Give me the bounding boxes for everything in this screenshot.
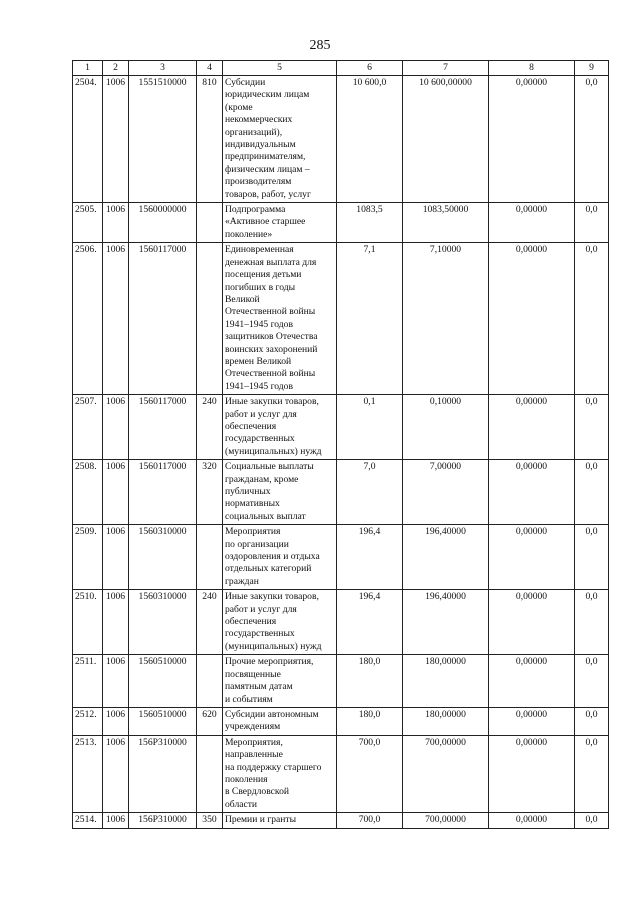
item-name-line: в Свердловской [225,786,290,798]
item-name-line: юридическим лицам [225,89,310,101]
item-name-line: (муниципальных) нужд [225,640,322,652]
item-name-line: нормативных [225,498,280,510]
section-code: 1006 [103,813,129,828]
item-name-line: Социальные выплаты [225,461,314,473]
amount-col-7: 7,00000 [403,460,489,525]
item-name-line: Прочие мероприятия, [225,656,314,668]
expense-type-code [197,655,223,708]
amount-col-9: 0,0 [575,525,609,590]
item-name-line: работ и услуг для [225,408,297,420]
target-code: 156P310000 [129,735,197,812]
amount-col-6: 180,0 [337,655,403,708]
item-name-line: Иные закупки товаров, [225,591,319,603]
item-name-line: государственных [225,628,295,640]
table-row [73,203,609,243]
item-name-line: публичных [225,486,271,497]
amount-col-7: 10 600,00000 [403,76,489,203]
amount-col-9: 0,0 [575,76,609,203]
amount-col-9: 0,0 [575,707,609,735]
amount-col-8: 0,00000 [489,525,575,590]
item-name-line: товаров, работ, услуг [225,188,311,200]
item-name [223,243,337,395]
table-row [73,395,609,460]
target-code: 1560310000 [129,590,197,655]
amount-col-7: 0,10000 [403,395,489,460]
row-number: 2508. [73,460,103,525]
amount-col-9: 0,0 [575,813,609,828]
section-code: 1006 [103,590,129,655]
amount-col-7: 180,00000 [403,655,489,708]
amount-col-8: 0,00000 [489,707,575,735]
table-body [73,76,609,829]
amount-col-7: 196,40000 [403,525,489,590]
item-name-line: Подпрограмма [225,204,286,216]
section-code: 1006 [103,243,129,395]
amount-col-9: 0,0 [575,735,609,812]
expense-type-code: 240 [197,590,223,655]
amount-col-7: 700,00000 [403,813,489,828]
item-name-line: обеспечения [225,616,277,628]
item-name-line: посещения детьми [225,269,302,281]
item-name-line: физическим лицам – [225,163,310,175]
item-name-line: и событиям [225,693,273,705]
column-header-5: 5 [223,61,337,76]
amount-col-9: 0,0 [575,395,609,460]
table-row [73,590,609,655]
target-code: 1560510000 [129,707,197,735]
amount-col-8: 0,00000 [489,76,575,203]
item-name-line: государственных [225,433,295,445]
page-number: 285 [309,38,331,53]
budget-table [72,60,609,829]
row-number: 2504. [73,76,103,203]
item-name-line: работ и услуг для [225,603,297,615]
target-code: 156P310000 [129,813,197,828]
item-name [223,590,337,655]
item-name-line: Иные закупки товаров, [225,396,319,408]
target-code: 1560000000 [129,203,197,243]
table-row [73,707,609,735]
amount-col-8: 0,00000 [489,243,575,395]
item-name [223,76,337,203]
item-name-line: времен Великой [225,355,292,367]
amount-col-8: 0,00000 [489,813,575,828]
item-name-line: оздоровления и отдыха [225,551,320,563]
expense-type-code [197,735,223,812]
amount-col-8: 0,00000 [489,460,575,525]
item-name-line: граждан [225,575,259,587]
table-row [73,243,609,395]
section-code: 1006 [103,76,129,203]
item-name-line: социальных выплат [225,510,306,522]
item-name-line: по организации [225,538,289,550]
row-number: 2511. [73,655,103,708]
amount-col-8: 0,00000 [489,655,575,708]
item-name-line: 1941–1945 годов [225,318,293,330]
row-number: 2514. [73,813,103,828]
item-name [223,525,337,590]
section-code: 1006 [103,525,129,590]
table-row [73,813,609,828]
row-number: 2509. [73,525,103,590]
row-number: 2513. [73,735,103,812]
table-row [73,655,609,708]
column-header-2: 2 [103,61,129,76]
table-row [73,460,609,525]
amount-col-8: 0,00000 [489,395,575,460]
expense-type-code [197,525,223,590]
item-name-line: поколения [225,773,268,785]
item-name-line: обеспечения [225,420,277,432]
section-code: 1006 [103,395,129,460]
item-name [223,655,337,708]
column-header-3: 3 [129,61,197,76]
item-name-line: Субсидии [225,77,266,88]
expense-type-code: 620 [197,707,223,735]
item-name-line: области [225,798,258,810]
item-name [223,460,337,525]
item-name-line: Отечественной войны [225,306,316,318]
amount-col-9: 0,0 [575,243,609,395]
table-row [73,525,609,590]
item-name-line: погибших в годы [225,281,296,293]
section-code: 1006 [103,707,129,735]
amount-col-7: 196,40000 [403,590,489,655]
amount-col-8: 0,00000 [489,735,575,812]
section-code: 1006 [103,460,129,525]
item-name [223,707,337,735]
amount-col-7: 700,00000 [403,735,489,812]
amount-col-8: 0,00000 [489,203,575,243]
table-row [73,76,609,203]
item-name-line: предпринимателям, [225,151,306,163]
amount-col-9: 0,0 [575,203,609,243]
amount-col-7: 180,00000 [403,707,489,735]
target-code: 1560310000 [129,525,197,590]
column-header-6: 6 [337,61,403,76]
item-name-line: Мероприятия, [225,736,283,748]
row-number: 2505. [73,203,103,243]
column-header-8: 8 [489,61,575,76]
item-name-line: воинских захоронений [225,343,318,355]
target-code: 1551510000 [129,76,197,203]
amount-col-6: 0,1 [337,395,403,460]
amount-col-6: 10 600,0 [337,76,403,203]
column-header-1: 1 [73,61,103,76]
row-number: 2512. [73,707,103,735]
item-name-line: посвященные [225,668,281,680]
row-number: 2506. [73,243,103,395]
amount-col-7: 7,10000 [403,243,489,395]
amount-col-6: 196,4 [337,590,403,655]
expense-type-code: 810 [197,76,223,203]
item-name-line: Великой [225,293,260,305]
amount-col-6: 700,0 [337,735,403,812]
item-name-line: отдельных категорий [225,563,312,575]
section-code: 1006 [103,203,129,243]
item-name-line: Премии и гранты [225,814,297,826]
row-number: 2510. [73,590,103,655]
amount-col-7: 1083,50000 [403,203,489,243]
target-code: 1560510000 [129,655,197,708]
amount-col-6: 180,0 [337,707,403,735]
item-name-line: (муниципальных) нужд [225,445,322,457]
amount-col-9: 0,0 [575,590,609,655]
amount-col-8: 0,00000 [489,590,575,655]
amount-col-6: 7,0 [337,460,403,525]
item-name-line: некоммерческих [225,114,293,126]
item-name-line: Мероприятия [225,526,281,538]
item-name [223,735,337,812]
item-name [223,203,337,243]
amount-col-6: 1083,5 [337,203,403,243]
item-name-line: памятным датам [225,681,293,693]
item-name-line: Единовременная [225,244,294,256]
item-name-line: поколение» [225,228,273,240]
column-header-9: 9 [575,61,609,76]
amount-col-6: 196,4 [337,525,403,590]
item-name-line: защитников Отечества [225,331,318,343]
item-name-line: направленные [225,749,283,761]
expense-type-code: 350 [197,813,223,828]
amount-col-6: 7,1 [337,243,403,395]
section-code: 1006 [103,655,129,708]
item-name-line: на поддержку старшего [225,761,322,773]
item-name-line: учреждениям [225,721,281,733]
item-name-line: (кроме [225,101,253,113]
amount-col-9: 0,0 [575,460,609,525]
item-name-line: индивидуальным [225,139,296,151]
item-name-line: Субсидии автономным [225,708,319,720]
item-name-line: 1941–1945 годов [225,380,293,392]
column-header-7: 7 [403,61,489,76]
target-code: 1560117000 [129,243,197,395]
item-name-line: организаций), [225,126,283,138]
expense-type-code: 320 [197,460,223,525]
table-row [73,735,609,812]
column-header-4: 4 [197,61,223,76]
expense-type-code [197,243,223,395]
header-row [73,61,609,76]
row-number: 2507. [73,395,103,460]
item-name-line: денежная выплата для [225,256,317,268]
target-code: 1560117000 [129,395,197,460]
amount-col-6: 700,0 [337,813,403,828]
item-name [223,395,337,460]
section-code: 1006 [103,735,129,812]
item-name-line: «Активное старшее [225,216,306,228]
item-name-line: Отечественной войны [225,368,316,380]
target-code: 1560117000 [129,460,197,525]
amount-col-9: 0,0 [575,655,609,708]
item-name [223,813,337,828]
item-name-line: гражданам, кроме [225,473,299,485]
item-name-line: производителям [225,176,292,188]
expense-type-code [197,203,223,243]
expense-type-code: 240 [197,395,223,460]
